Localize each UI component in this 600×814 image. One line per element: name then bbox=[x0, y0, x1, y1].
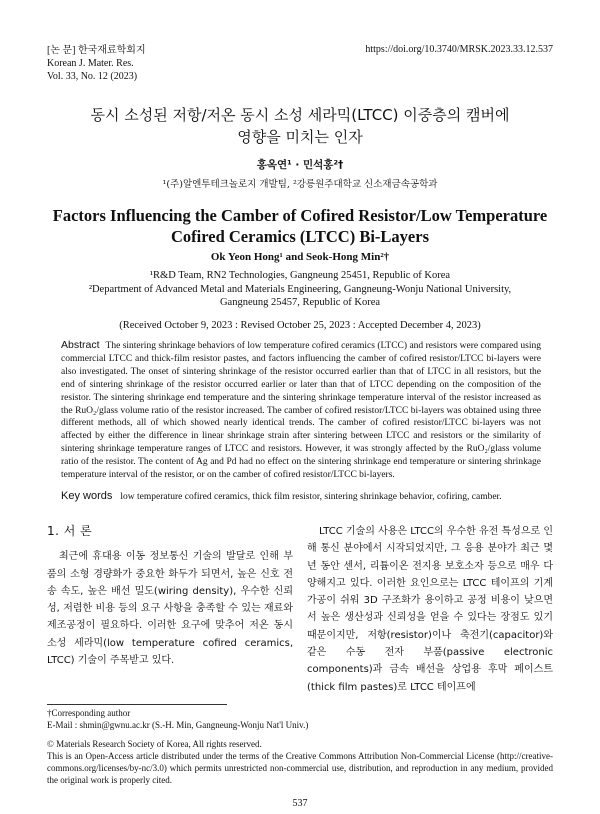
english-title-line: Factors Influencing the Camber of Cofired Resistor/Low Temperature bbox=[52, 206, 548, 225]
body-paragraph: LTCC 기술의 사용은 LTCC의 우수한 유전 특성으로 인해 통신 분야에서 시작되었지만, 그 응용 분야가 최근 몇 년 동안 센서, 리튬이온 전지용 보호소자 등으로 매우 다양해지고 있다. 이러한 요인으로는 LTCC 테이프의 기계가공이 쉬워 3D 구조화가 용이하고 공정 비용이 낮으면서 높은 생산성과 신뢰성을 얻을 수 있다는 장점도 있기 때문이지만, 저항(resistor)이나 축전기(capacitor)와 같은 수동 전자 부품(passive electronic components)과 금속 배선을 상업용 후막 페이스트(thick film pastes)로 LTCC 테이프에 bbox=[307, 526, 553, 693]
copyright-line: © Materials Research Society of Korea, All rights reserved. bbox=[47, 739, 262, 749]
journal-line: Vol. 33, No. 12 (2023) bbox=[47, 71, 138, 82]
footnote-divider bbox=[47, 704, 227, 705]
journal-info bbox=[47, 44, 146, 83]
footnote bbox=[47, 707, 308, 731]
korean-title-line: 영향을 미치는 인자 bbox=[237, 128, 363, 146]
english-title-line: Cofired Ceramics (LTCC) Bi-Layers bbox=[170, 227, 429, 246]
right-column bbox=[307, 523, 553, 696]
abstract bbox=[61, 339, 541, 482]
doi-link[interactable]: https://doi.org/10.3740/MRSK.2023.33.12.537 bbox=[365, 44, 553, 55]
affiliation-line: ²Department of Advanced Metal and Materials Engineering, Gangneung-Wonju National University, bbox=[88, 283, 512, 295]
section-heading: 1. 서 론 bbox=[47, 524, 93, 538]
korean-title bbox=[40, 104, 560, 148]
body-paragraph: 최근에 휴대용 이동 정보통신 기술의 발달로 인해 부품의 소형 경량화가 중요한 화두가 되면서, 높은 신호 전송 속도, 높은 배선 밀도(wiring density), 우수한 신뢰성, 저렴한 비용 등의 요구 사항을 충족할 수 있는 재료와 제조공정이 필요하다. 이러한 요구에 맞추어 저온 동시 소성 세라믹(low temperature cofired ceramics, LTCC) 기술이 주목받고 있다. bbox=[47, 551, 293, 667]
license-notice bbox=[47, 738, 553, 786]
affiliation-line: Gangneung 25457, Republic of Korea bbox=[219, 297, 381, 308]
abstract-label: Abstract bbox=[61, 339, 100, 351]
license-text: This is an Open-Access article distributed under the terms of the Creative Commons Attribution Non-Commercial License (http://creative-commons.org/licenses/by-nc/3.0) which permits unrestricted non-commercial use, distribution, and reproduction in any medium, provided the original work is properly cited. bbox=[47, 751, 553, 785]
keywords-label: Key words bbox=[61, 490, 113, 502]
korean-affiliations: ¹(주)알엔투테크놀로지 개발팀, ²강릉원주대학교 신소재금속공학과 bbox=[162, 179, 438, 190]
keywords-text: low temperature cofired ceramics, thick film resistor, sintering shrinkage behavior, cofiring, camber. bbox=[120, 492, 502, 502]
english-title bbox=[40, 205, 560, 247]
received-dates: (Received October 9, 2023 : Revised October 25, 2023 : Accepted December 4, 2023) bbox=[119, 320, 481, 331]
left-column bbox=[47, 523, 293, 669]
author-email: E-Mail : shmin@gwnu.ac.kr (S.-H. Min, Gangneung-Wonju Nat'l Univ.) bbox=[47, 720, 309, 730]
english-authors: Ok Yeon Hong¹ and Seok-Hong Min²† bbox=[210, 251, 390, 263]
korean-authors: 홍옥연¹ · 민석홍²† bbox=[256, 159, 344, 171]
affiliation-line: ¹R&D Team, RN2 Technologies, Gangneung 25451, Republic of Korea bbox=[149, 270, 451, 281]
abstract-text: The sintering shrinkage behaviors of low temperature cofired ceramics (LTCC) and resistors were compared using commercial LTCC and thick-film resistor pastes, and factors influencing the camber of cofired resistor/LTCC bi-layers were also investigated. The onset of sintering shrinkage of the resistor occurred earlier than that of LTCC in all resistors, but the end of sintering shrinkage of the resistor occurred earlier or later than that of LTCC depending on the composition of the resistor. The sintering shrinkage end temperature and the sintering shrinkage temperature interval of the resistor increased as the RuO₂/glass volume ratio of the resistor increased. The camber of cofired resistor/LTCC bi-layers was obtained using three different methods, all of which showed nearly identical trends. The camber of cofired resistor/LTCC bi-layers was not affected by either the difference in linear shrinkage strain after sintering between LTCC and resistors or the similarity of sintering shrinkage temperature ranges of LTCC and resistors. However, it was strongly affected by the RuO₂/glass volume ratio of the resistor. The content of Ag and Pd had no effect on the sintering shrinkage end temperature or sintering shrinkage temperature interval of the resistor, or on the camber of cofired resistor/LTCC bi-layers. bbox=[61, 341, 541, 481]
keywords bbox=[61, 490, 541, 502]
journal-line: Korean J. Mater. Res. bbox=[47, 58, 134, 69]
corresponding-author: †Corresponding author bbox=[47, 708, 131, 718]
english-affiliations bbox=[60, 269, 540, 310]
journal-line: [논 문] 한국재료학회지 bbox=[47, 45, 146, 56]
page-number: 537 bbox=[292, 798, 308, 809]
korean-title-line: 동시 소성된 저항/저온 동시 소성 세라믹(LTCC) 이중층의 캠버에 bbox=[90, 106, 510, 124]
